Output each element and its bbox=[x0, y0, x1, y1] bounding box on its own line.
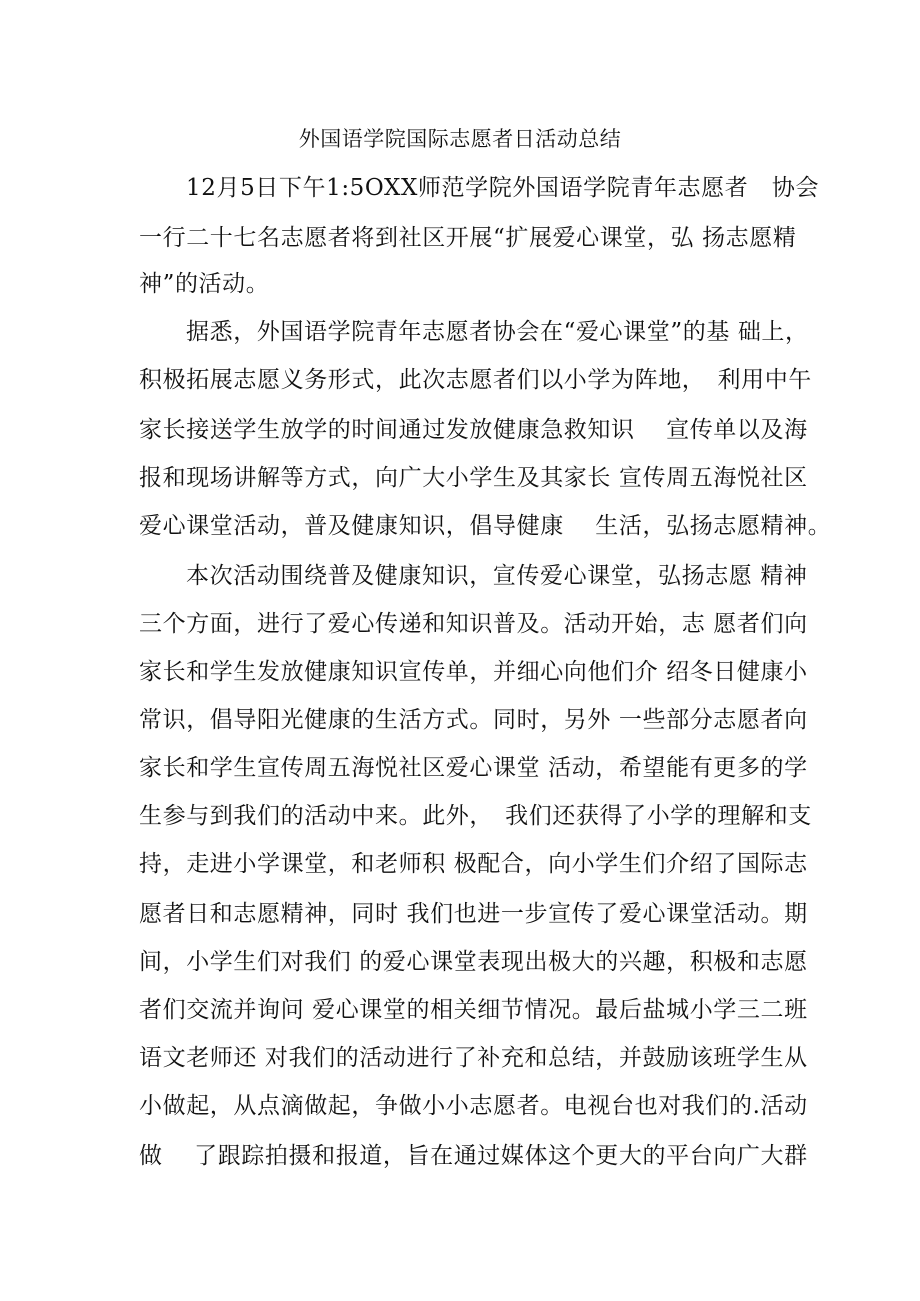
text-line: 小做起，从点滴做起，争做小小志愿者。电视台也对我们的.活动 bbox=[139, 1093, 808, 1119]
text-line: 本次活动围绕普及健康知识，宣传爱心课堂，弘扬志愿 精神 bbox=[186, 563, 808, 589]
text-line: 家长和学生发放健康知识宣传单，并细心向他们介 绍冬日健康小 bbox=[139, 659, 808, 685]
text-line: 家长接送学生放学的时间通过发放健康急救知识 宣传单以及海 bbox=[139, 417, 808, 443]
text-line: 者们交流并询问 爱心课堂的相关细节情况。最后盐城小学三二班 bbox=[139, 997, 808, 1023]
text-line: 生参与到我们的活动中来。此外， 我们还获得了小学的理解和支 bbox=[139, 803, 812, 829]
text-line: 常识，倡导阳光健康的生活方式。同时，另外 一些部分志愿者向 bbox=[139, 707, 808, 733]
text-line: 三个方面，进行了爱心传递和知识普及。活动开始，志 愿者们向 bbox=[139, 611, 808, 637]
text-line: 报和现场讲解等方式，向广大小学生及其家长 宣传周五海悦社区 bbox=[139, 465, 808, 491]
text-line: 间，小学生们对我们 的爱心课堂表现出极大的兴趣，积极和志愿 bbox=[139, 949, 808, 975]
text-line: 持，走进小学课堂，和老师积 极配合，向小学生们介绍了国际志 bbox=[139, 851, 808, 877]
text-line: 一行二十七名志愿者将到社区开展“扩展爱心课堂，弘 扬志愿精 bbox=[139, 225, 797, 251]
text-line: 愿者日和志愿精神，同时 我们也进一步宣传了爱心课堂活动。期 bbox=[139, 901, 808, 927]
text-line: 积极拓展志愿义务形式，此次志愿者们以小学为阵地， 利用中午 bbox=[139, 367, 812, 393]
text-line: 神”的活动。 bbox=[139, 271, 270, 297]
text-line: 爱心课堂活动，普及健康知识，倡导健康 生活，弘扬志愿精神。 bbox=[139, 513, 832, 539]
text-line: 据悉，外国语学院青年志愿者协会在“爱心课堂”的基 础上， bbox=[186, 319, 809, 345]
document-title: 外国语学院国际志愿者日活动总结 bbox=[298, 127, 622, 151]
text-line: 家长和学生宣传周五海悦社区爱心课堂 活动，希望能有更多的学 bbox=[139, 755, 808, 781]
text-line: 做 了跟踪拍摄和报道，旨在通过媒体这个更大的平台向广大群 bbox=[139, 1143, 808, 1169]
text-line: 语文老师还 对我们的活动进行了补充和总结，并鼓励该班学生从 bbox=[139, 1045, 808, 1071]
text-line: 12月5日下午1:5OXX师范学院外国语学院青年志愿者 协会 bbox=[186, 175, 820, 201]
